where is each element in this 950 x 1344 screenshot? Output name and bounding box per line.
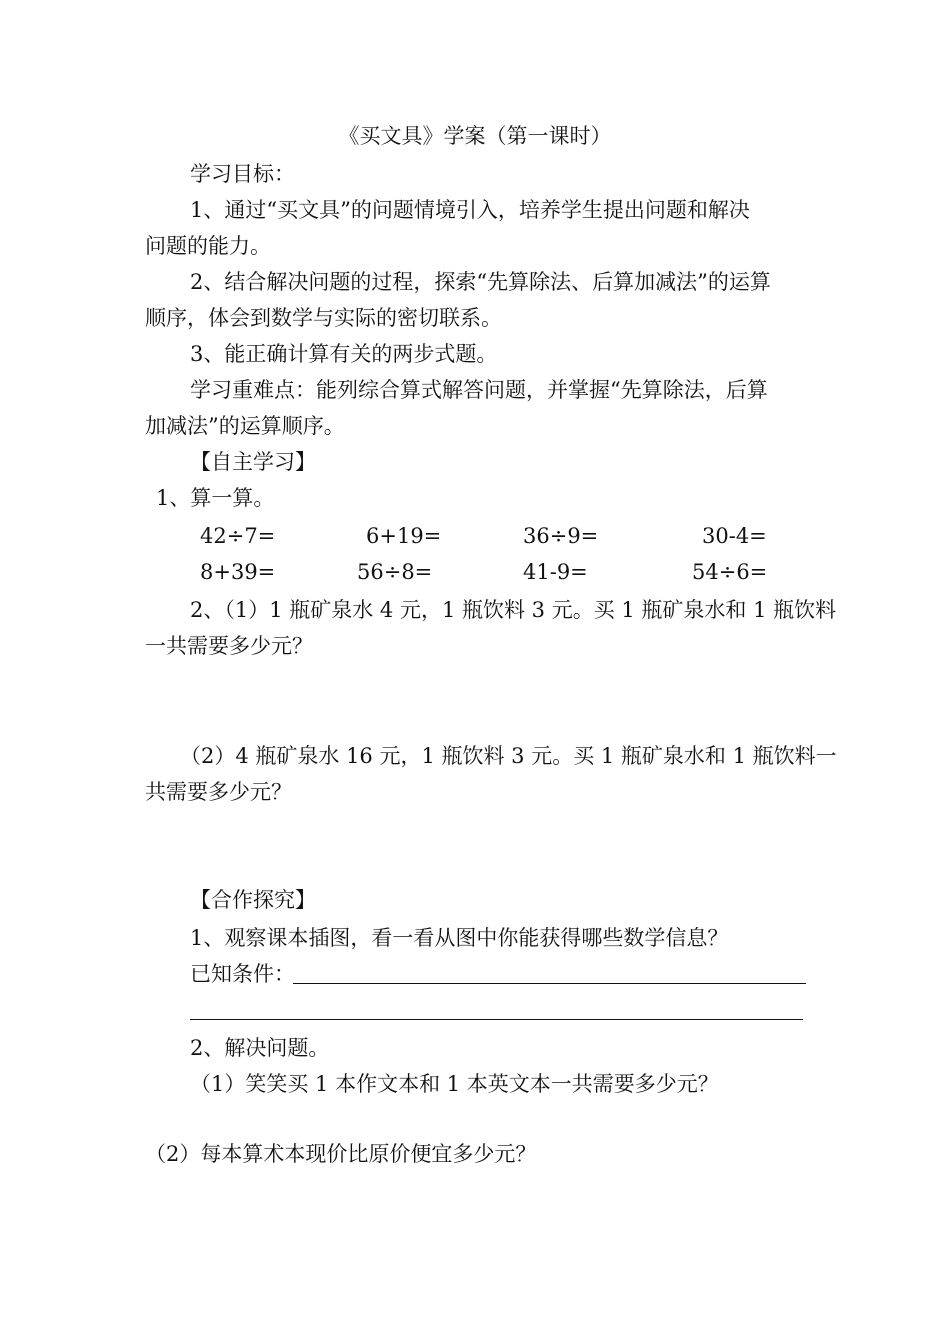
objective-1-line2: 问题的能力。 xyxy=(145,234,271,258)
calc-item: 54÷6= xyxy=(692,560,768,584)
cooperative-question-2-2: （2）每本算术本现价比原价便宜多少元？ xyxy=(145,1142,537,1166)
question-2-1-line1: 2、（1）1 瓶矿泉水 4 元，1 瓶饮料 3 元。买 1 瓶矿泉水和 1 瓶饮料 xyxy=(190,598,837,622)
calc-item: 8+39= xyxy=(200,560,276,584)
objectives-heading: 学习目标： xyxy=(190,162,295,186)
key-points-line1: 学习重难点：能列综合算式解答问题，并掌握“先算除法，后算 xyxy=(190,378,768,402)
calc-item: 42÷7= xyxy=(200,524,276,548)
answer-line[interactable] xyxy=(293,983,806,984)
cooperative-question-1: 1、观察课本插图，看一看从图中你能获得哪些数学信息？ xyxy=(190,926,729,950)
calc-item: 36÷9= xyxy=(523,524,599,548)
section-cooperative: 【合作探究】 xyxy=(190,888,316,912)
cooperative-question-2: 2、解决问题。 xyxy=(190,1036,330,1060)
section-self-study: 【自主学习】 xyxy=(190,450,316,474)
calc-item: 56÷8= xyxy=(357,560,433,584)
answer-line[interactable] xyxy=(190,1019,803,1020)
question-2-2-line2: 共需要多少元？ xyxy=(145,780,292,804)
known-conditions-label: 已知条件： xyxy=(190,962,295,986)
objective-3: 3、能正确计算有关的两步式题。 xyxy=(190,342,498,366)
objective-2-line1: 2、结合解决问题的过程，探索“先算除法、后算加减法”的运算 xyxy=(190,270,771,294)
key-points-line2: 加减法”的运算顺序。 xyxy=(145,414,345,438)
objective-2-line2: 顺序，体会到数学与实际的密切联系。 xyxy=(145,306,502,330)
calc-item: 41-9= xyxy=(523,560,588,584)
objective-1-line1: 1、通过“买文具”的问题情境引入，培养学生提出问题和解决 xyxy=(190,198,750,222)
calc-item: 6+19= xyxy=(366,524,442,548)
question-2-2-line1: （2）4 瓶矿泉水 16 元，1 瓶饮料 3 元。买 1 瓶矿泉水和 1 瓶饮料一 xyxy=(180,744,837,768)
document-title: 《买文具》学案（第一课时） xyxy=(338,124,612,148)
question-2-1-line2: 一共需要多少元？ xyxy=(145,634,313,658)
question-1-heading: 1、算一算。 xyxy=(156,486,275,510)
cooperative-question-2-1: （1）笑笑买 1 本作文本和 1 本英文本一共需要多少元？ xyxy=(190,1072,719,1096)
calc-item: 30-4= xyxy=(702,524,767,548)
